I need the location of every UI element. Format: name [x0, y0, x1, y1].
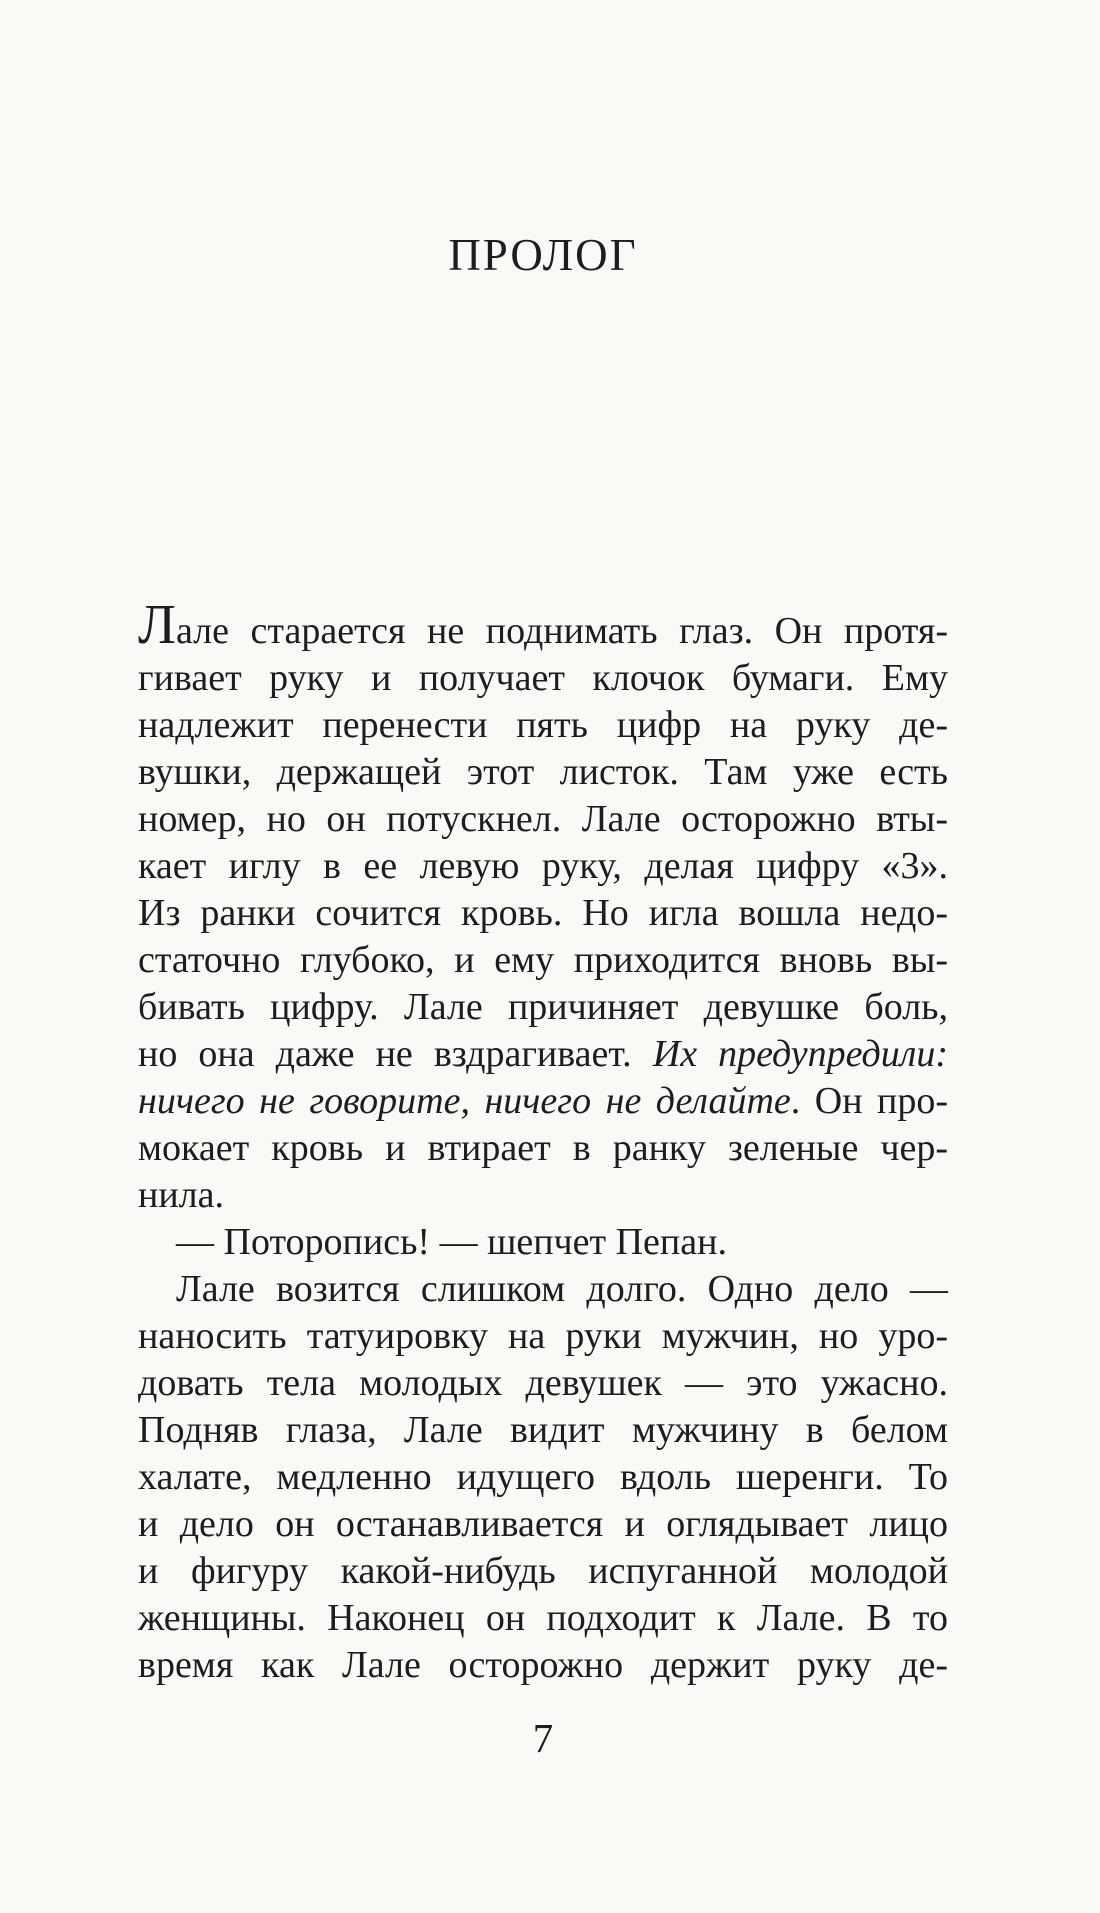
text-line: [138, 1548, 948, 1595]
text-segment: Лале возится слишком долго. Одно дело —: [176, 1268, 948, 1310]
text-line: [138, 796, 948, 843]
text-line: [138, 890, 948, 937]
text-segment: довать тела молодых девушек — это ужасно.: [138, 1362, 948, 1404]
text-line: [138, 749, 948, 796]
text-segment: бивать цифру. Лале причиняет девушке боль,: [138, 986, 948, 1028]
text-line: [138, 843, 948, 890]
text-line: [138, 1501, 948, 1548]
body-text: [138, 594, 949, 1689]
text-line: [138, 1313, 948, 1360]
text-line: [138, 1407, 948, 1454]
text-line: [138, 1125, 948, 1172]
text-line: [138, 937, 948, 984]
text-line: [138, 1595, 948, 1642]
text-segment: надлежит перенести пять цифр на руку де-: [138, 704, 948, 746]
italic-segment: Их предупредили:: [652, 1033, 949, 1075]
text-line: [138, 1172, 948, 1219]
text-segment: статочно глубоко, и ему приходится вновь вы-: [138, 939, 948, 981]
text-segment: але старается не поднимать глаз. Он протя-: [175, 610, 948, 652]
text-segment: наносить татуировку на руки мужчин, но уро-: [138, 1315, 948, 1357]
text-segment: вушки, держащей этот листок. Там уже есть: [138, 751, 948, 793]
text-segment: халате, медленно идущего вдоль шеренги. То: [138, 1456, 948, 1498]
text-segment: но она даже не вздрагивает.: [138, 1033, 653, 1075]
text-segment: время как Лале осторожно держит руку де-: [138, 1644, 948, 1686]
page-number: 7: [532, 1715, 554, 1761]
text-line: [138, 1078, 948, 1125]
text-line: [138, 1454, 948, 1501]
text-line: [138, 594, 948, 656]
text-segment: и фигуру какой-нибудь испуганной молодой: [138, 1550, 948, 1592]
text-line: [138, 702, 948, 749]
text-line: [138, 1642, 948, 1689]
text-segment: гивает руку и получает клочок бумаги. Ему: [138, 657, 948, 699]
text-line: [138, 1219, 948, 1266]
text-line: [138, 1266, 948, 1313]
text-segment: нила.: [138, 1174, 225, 1216]
text-line: [138, 1031, 948, 1078]
italic-segment: ничего не говорите, ничего не делайте: [138, 1080, 791, 1122]
text-segment: номер, но он потускнел. Лале осторожно вты-: [138, 798, 948, 840]
text-segment: Из ранки сочится кровь. Но игла вошла недо-: [138, 892, 948, 934]
text-segment: мокает кровь и втирает в ранку зеленые чер-: [138, 1127, 948, 1169]
text-segment: женщины. Наконец он подходит к Лале. В то: [138, 1597, 948, 1639]
text-line: [138, 655, 948, 702]
text-segment: Подняв глаза, Лале видит мужчину в белом: [138, 1409, 948, 1451]
text-segment: — Поторопись! — шепчет Пепан.: [176, 1221, 727, 1263]
text-line: [138, 1360, 948, 1407]
text-segment: . Он про-: [790, 1080, 948, 1122]
drop-cap: Л: [138, 594, 176, 656]
text-line: [138, 984, 948, 1031]
text-segment: и дело он останавливается и оглядывает лицо: [138, 1503, 948, 1545]
text-segment: кает иглу в ее левую руку, делая цифру «3».: [138, 845, 948, 887]
chapter-heading: ПРОЛОГ: [448, 230, 638, 281]
